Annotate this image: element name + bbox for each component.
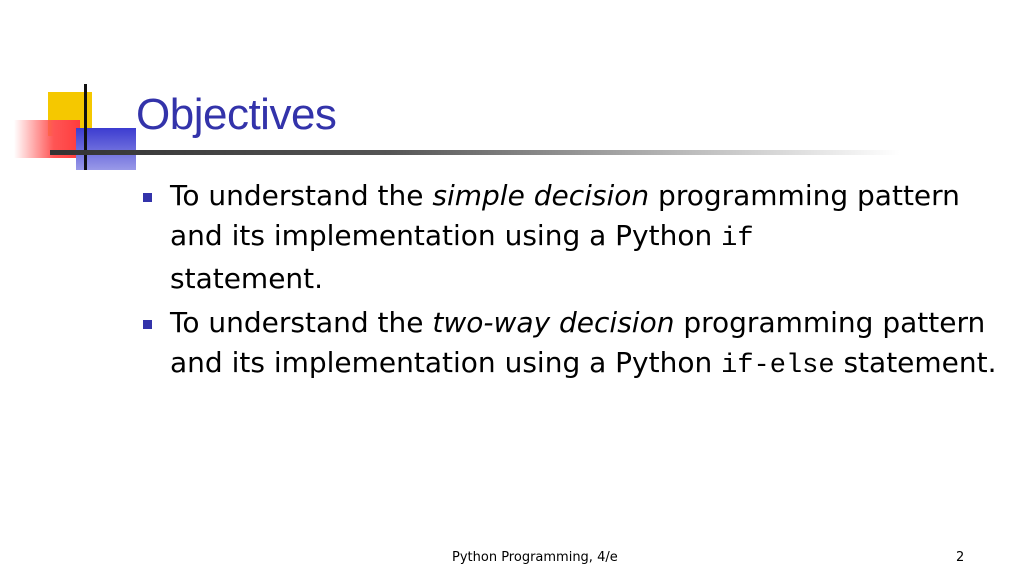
bullet-code: if-else: [721, 351, 835, 381]
square-bullet-icon: [143, 320, 152, 329]
bullet-text: statement.: [170, 262, 324, 295]
bullet-item: [140, 303, 1000, 386]
square-bullet-icon: [143, 193, 152, 202]
title-divider: [50, 150, 900, 155]
bullet-text: To understand the: [170, 306, 433, 339]
slide-title: Objectives: [136, 90, 337, 139]
vertical-line-shape: [84, 84, 87, 170]
page-number: 2: [956, 550, 965, 565]
bullet-emphasis: two-way decision: [432, 306, 675, 339]
bullet-emphasis: simple decision: [432, 179, 650, 212]
bullet-text: statement.: [834, 346, 997, 379]
footer-title: Python Programming, 4/e: [452, 550, 618, 565]
bullet-text: To understand the: [170, 179, 433, 212]
bullet-text: programming pattern and its implementation using a Python: [170, 179, 960, 252]
bullet-code: if: [721, 224, 754, 254]
objectives-list: [140, 176, 1000, 390]
bullet-item: [140, 176, 1000, 299]
bullet-text: programming pattern and its implementation using a Python: [170, 306, 986, 379]
